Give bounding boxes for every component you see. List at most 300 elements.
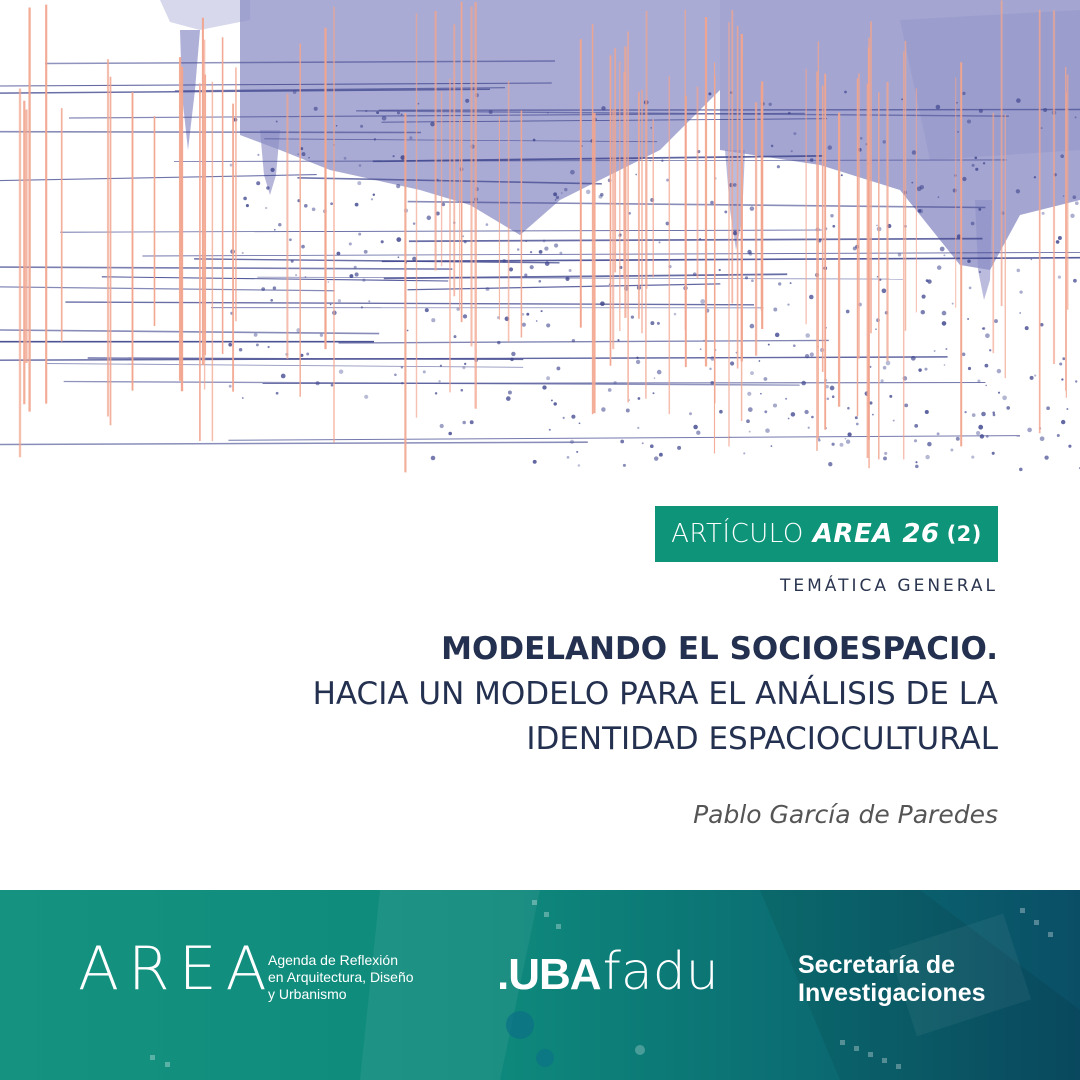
art-dot — [530, 251, 532, 253]
art-dot — [650, 444, 654, 448]
art-dot — [940, 247, 945, 252]
art-dot — [336, 125, 338, 127]
art-dot — [840, 443, 844, 447]
uba-fadu-logo — [497, 942, 719, 1002]
art-dot — [1016, 98, 1021, 103]
art-dot — [394, 374, 397, 377]
art-dot — [246, 204, 249, 207]
art-dot — [565, 277, 569, 281]
art-dot — [937, 265, 942, 270]
art-dot — [938, 196, 940, 198]
art-dot — [759, 360, 761, 362]
art-dot — [875, 328, 877, 330]
art-dot — [571, 415, 575, 419]
art-dot — [1058, 276, 1061, 279]
art-dot — [1017, 269, 1021, 273]
art-dot — [927, 442, 932, 447]
art-dot — [904, 403, 908, 407]
art-dot — [773, 308, 777, 312]
art-dot — [764, 377, 768, 381]
art-dot — [872, 414, 874, 416]
art-dot — [517, 248, 520, 251]
art-dot — [586, 190, 591, 195]
art-dot — [538, 280, 541, 283]
art-dot — [674, 313, 677, 316]
art-dot — [743, 452, 745, 454]
art-dot — [972, 413, 976, 417]
art-dot — [1016, 189, 1020, 193]
art-dot — [530, 265, 534, 269]
art-dot — [760, 393, 762, 395]
art-dot — [561, 192, 563, 194]
art-dot — [330, 304, 332, 306]
art-dot — [967, 119, 971, 123]
art-dot — [1027, 428, 1032, 433]
art-dot — [969, 287, 972, 290]
art-dot — [956, 102, 958, 104]
area-description — [268, 952, 414, 1003]
secretaria-line-1: Secretaría de — [798, 951, 956, 979]
art-dot — [962, 352, 966, 356]
art-dot — [998, 392, 1000, 394]
art-dot — [978, 208, 981, 211]
art-dot — [270, 168, 274, 172]
art-dot — [747, 392, 751, 396]
art-dot — [273, 286, 276, 289]
secretaria-investigaciones — [798, 951, 986, 1007]
art-dot — [276, 392, 279, 395]
art-dot — [371, 198, 373, 200]
art-dot — [746, 419, 750, 423]
art-dot — [1046, 406, 1050, 410]
art-dot — [942, 311, 947, 316]
art-shape-5 — [260, 130, 280, 195]
art-dot — [254, 333, 258, 337]
art-dot — [884, 452, 887, 455]
art-dot — [381, 240, 384, 243]
art-dot — [1075, 380, 1077, 382]
art-dot — [539, 250, 543, 254]
art-dot — [576, 451, 578, 453]
art-dot — [830, 214, 833, 217]
art-dot — [771, 445, 773, 447]
art-dot — [570, 170, 575, 175]
art-dot — [832, 225, 835, 228]
art-dot — [936, 105, 941, 110]
art-dot — [327, 281, 329, 283]
art-dot — [876, 225, 878, 227]
art-dot — [230, 164, 233, 167]
art-dot — [1040, 436, 1045, 441]
art-dot — [448, 432, 452, 436]
art-dot — [696, 431, 700, 435]
art-dot — [267, 346, 269, 348]
art-dot — [331, 384, 334, 387]
art-dot — [791, 150, 793, 152]
art-dot — [934, 350, 936, 352]
art-dot — [654, 456, 658, 460]
art-dot — [1061, 420, 1065, 424]
art-dot — [976, 431, 980, 435]
art-dot — [564, 188, 567, 191]
art-dot — [462, 421, 466, 425]
art-dot — [724, 210, 727, 213]
art-dot — [846, 310, 850, 314]
art-dot — [980, 434, 984, 438]
art-dot — [914, 424, 918, 428]
art-dot — [274, 229, 276, 231]
art-dot — [398, 256, 400, 258]
art-dot — [1031, 259, 1033, 261]
art-dot — [1019, 468, 1023, 472]
art-dot — [982, 328, 984, 330]
art-dot — [544, 246, 548, 250]
art-dot — [438, 380, 440, 382]
art-dot — [964, 411, 966, 413]
art-dot — [306, 353, 309, 356]
art-dot — [506, 396, 511, 401]
art-dot — [243, 197, 247, 201]
art-dot — [967, 318, 969, 320]
art-dot — [968, 367, 971, 370]
art-dot — [289, 238, 292, 241]
art-dot — [657, 370, 662, 375]
art-dot — [992, 452, 995, 455]
art-dot — [997, 369, 1001, 373]
art-dot — [860, 137, 863, 140]
art-dot — [773, 403, 777, 407]
art-dot — [889, 395, 892, 398]
art-dot — [808, 427, 810, 429]
area-desc-line-3: y Urbanismo — [268, 986, 347, 1002]
art-dot — [979, 271, 981, 273]
art-dot — [994, 319, 998, 323]
art-dot — [944, 364, 946, 366]
art-dot — [276, 121, 278, 123]
art-dot — [847, 407, 850, 410]
footer-banner — [0, 890, 1080, 1080]
art-dot — [809, 295, 814, 300]
art-dot — [1073, 279, 1077, 283]
art-dot — [330, 202, 333, 205]
art-blue-line — [65, 302, 754, 305]
art-dot — [677, 446, 681, 450]
art-dot — [924, 368, 927, 371]
art-dot — [314, 107, 318, 111]
art-dot — [985, 385, 987, 387]
secretaria-line-2: Investigaciones — [798, 979, 986, 1007]
art-dot — [832, 395, 835, 398]
art-dot — [841, 174, 843, 176]
art-blue-line — [47, 364, 523, 368]
art-dot — [601, 407, 605, 411]
art-dot — [1058, 236, 1062, 240]
art-dot — [778, 282, 781, 285]
uba-logo-light: fadu — [602, 942, 719, 1002]
art-shape-7 — [975, 200, 992, 300]
art-dot — [1042, 212, 1045, 215]
art-dot — [1075, 116, 1077, 118]
art-dot — [769, 103, 772, 106]
art-dot — [659, 241, 661, 243]
art-dot — [229, 385, 232, 388]
art-dot — [360, 125, 363, 128]
art-dot — [301, 245, 305, 249]
art-dot — [992, 411, 995, 414]
art-dot — [846, 440, 850, 444]
art-dot — [1044, 455, 1048, 459]
art-dot — [719, 410, 723, 414]
art-dot — [950, 449, 953, 452]
art-dot — [708, 92, 711, 95]
art-dot — [339, 369, 343, 373]
art-dot — [393, 155, 395, 157]
art-dot — [844, 91, 847, 94]
art-dot — [1072, 195, 1076, 199]
art-dot — [856, 423, 859, 426]
art-dot — [1019, 312, 1021, 314]
art-dot — [454, 335, 457, 338]
art-blue-line — [0, 330, 379, 334]
art-dot — [942, 321, 947, 326]
art-dot — [1040, 323, 1043, 326]
art-dot — [312, 207, 316, 211]
art-dot — [541, 310, 543, 312]
art-dot — [975, 157, 978, 160]
art-blue-line — [0, 132, 421, 133]
art-dot — [972, 164, 975, 167]
art-dot — [730, 361, 734, 365]
art-dot — [553, 192, 557, 196]
art-dot — [793, 132, 796, 135]
art-dot — [882, 288, 887, 293]
art-dot — [266, 186, 269, 189]
art-dot — [556, 366, 560, 370]
art-dot — [242, 252, 244, 254]
art-dot — [915, 461, 917, 463]
art-dot — [847, 432, 851, 436]
art-dot — [750, 371, 754, 375]
art-dot — [620, 440, 624, 444]
art-dot — [1025, 326, 1029, 330]
art-dot — [943, 254, 945, 256]
art-dot — [881, 379, 884, 382]
art-dot — [775, 333, 780, 338]
art-dot — [768, 344, 770, 346]
art-dot — [926, 279, 929, 282]
art-dot — [793, 344, 796, 347]
art-shape-0 — [240, 0, 720, 235]
art-dot — [787, 303, 789, 305]
art-dot — [956, 437, 960, 441]
art-dot — [349, 242, 352, 245]
title-line-1: MODELANDO EL SOCIOESPACIO. — [441, 631, 998, 667]
art-dot — [915, 465, 919, 469]
art-dot — [1002, 395, 1007, 400]
art-dot — [302, 152, 306, 156]
art-dot — [357, 181, 361, 185]
art-dot — [804, 410, 808, 414]
art-dot — [791, 412, 796, 417]
badge-prefix: ARTÍCULO — [671, 519, 804, 549]
area-desc-line-2: en Arquitectura, Diseño — [268, 969, 414, 985]
art-dot — [278, 223, 281, 226]
art-dot — [750, 324, 755, 329]
art-dot — [338, 299, 341, 302]
art-dot — [431, 456, 436, 461]
art-dot — [623, 464, 626, 467]
art-dot — [957, 131, 959, 133]
article-author: Pablo García de Paredes — [693, 800, 998, 829]
art-dot — [1056, 240, 1060, 244]
art-dot — [1066, 408, 1068, 410]
art-dot — [308, 157, 310, 159]
art-dot — [364, 395, 368, 399]
art-blue-line — [409, 239, 983, 242]
badge-issue: (2) — [946, 522, 982, 546]
art-dot — [828, 145, 832, 149]
art-dot — [409, 136, 412, 139]
art-dot — [700, 299, 705, 304]
art-dot — [882, 140, 885, 143]
art-dot — [1034, 375, 1036, 377]
art-blue-line — [228, 436, 1020, 441]
art-dot — [578, 464, 580, 466]
art-dot — [396, 184, 400, 188]
art-dot — [373, 194, 375, 196]
art-dot — [270, 299, 273, 302]
area-desc-line-1: Agenda de Reflexión — [268, 952, 398, 968]
art-dot — [971, 222, 975, 226]
art-dot — [855, 416, 858, 419]
art-dot — [423, 370, 426, 373]
art-dot — [265, 207, 267, 209]
art-dot — [638, 397, 641, 400]
art-dot — [650, 321, 654, 325]
art-dot — [228, 343, 232, 347]
area-logo: AREA — [78, 934, 276, 1004]
art-dot — [989, 349, 991, 351]
art-dot — [945, 348, 947, 350]
art-dot — [418, 103, 420, 105]
art-dot — [917, 186, 922, 191]
art-dot — [811, 416, 814, 419]
art-dot — [1030, 376, 1034, 380]
art-dot — [733, 183, 737, 187]
art-dot — [912, 150, 917, 155]
art-dot — [533, 460, 537, 464]
art-dot — [440, 424, 444, 428]
art-dot — [654, 377, 656, 379]
art-dot — [790, 282, 792, 284]
art-dot — [431, 318, 435, 322]
art-dot — [364, 250, 368, 254]
art-dot — [922, 295, 926, 299]
art-dot — [631, 315, 634, 318]
art-dot — [1063, 195, 1065, 197]
art-dot — [522, 323, 526, 327]
art-dot — [463, 314, 467, 318]
art-dot — [427, 216, 432, 221]
art-dot — [546, 376, 550, 380]
art-dot — [750, 206, 755, 211]
art-dot — [937, 432, 940, 435]
art-dot — [911, 182, 913, 184]
art-dot — [355, 203, 359, 207]
art-dot — [598, 195, 602, 199]
art-dot — [542, 385, 546, 389]
art-dot — [1061, 378, 1063, 380]
art-dot — [551, 399, 553, 401]
art-blue-line — [0, 287, 334, 291]
art-dot — [918, 209, 922, 213]
art-dot — [1075, 201, 1079, 205]
art-dot — [751, 279, 754, 282]
art-dot — [921, 310, 925, 314]
art-dot — [563, 417, 565, 419]
art-dot — [749, 431, 751, 433]
art-dot — [430, 122, 435, 127]
art-dot — [1006, 406, 1010, 410]
art-dot — [553, 402, 556, 405]
title-line-3: IDENTIDAD ESPACIOCULTURAL — [526, 721, 998, 757]
art-dot — [554, 243, 558, 247]
art-dot — [617, 339, 619, 341]
art-dot — [883, 456, 887, 460]
art-dot — [636, 360, 640, 364]
art-dot — [845, 438, 847, 440]
art-dot — [709, 368, 711, 370]
art-dot — [536, 320, 538, 322]
art-dot — [486, 223, 489, 226]
art-dot — [642, 442, 644, 444]
art-dot — [1059, 362, 1062, 365]
art-dot — [1034, 176, 1036, 178]
art-dot — [626, 409, 630, 413]
uba-logo-bold: .UBA — [497, 950, 601, 999]
art-dot — [893, 420, 895, 422]
art-dot — [883, 366, 887, 370]
art-dot — [771, 145, 774, 148]
art-dot — [567, 456, 570, 459]
art-dot — [295, 274, 297, 276]
art-blue-line — [0, 442, 588, 444]
art-dot — [355, 272, 359, 276]
art-dot — [788, 418, 790, 420]
art-dot — [470, 420, 474, 424]
art-dot — [748, 407, 753, 412]
art-dot — [777, 165, 780, 168]
art-dot — [925, 410, 929, 414]
art-dot — [659, 453, 663, 457]
art-dot — [689, 412, 692, 415]
art-dot — [344, 157, 347, 160]
art-dot — [546, 323, 550, 327]
art-dot — [898, 253, 902, 257]
art-dot — [657, 322, 660, 325]
art-dot — [971, 456, 974, 459]
art-dot — [886, 361, 891, 366]
art-dot — [985, 364, 989, 368]
art-dot — [635, 174, 637, 176]
art-dot — [555, 199, 557, 201]
art-dot — [549, 429, 551, 431]
art-dot — [650, 127, 652, 129]
art-dot — [425, 308, 429, 312]
art-dot — [1062, 357, 1065, 360]
art-dot — [465, 99, 469, 103]
art-dot — [765, 428, 770, 433]
